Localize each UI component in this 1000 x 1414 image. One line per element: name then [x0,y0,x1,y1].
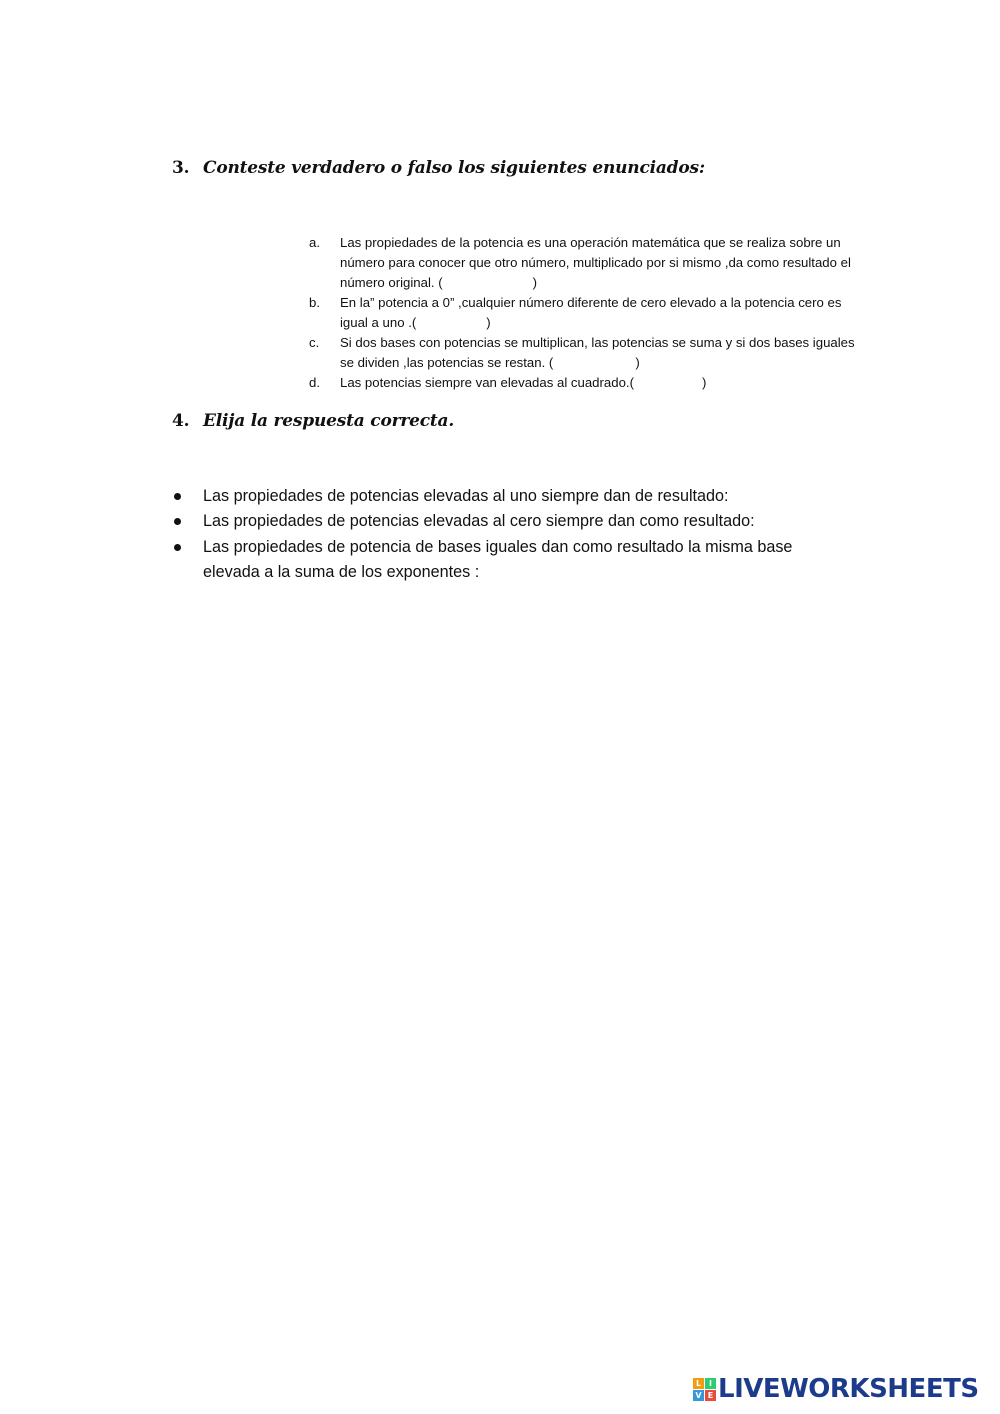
question-text: Las propiedades de potencias elevadas al uno siempre dan de resultado: [203,487,729,505]
item-letter: c. [309,335,320,350]
bullet-icon [174,518,181,525]
logo-letter: L [693,1378,704,1389]
list-item [309,293,869,333]
section-3-title: Conteste verdadero o falso los siguientes enunciados: [203,158,705,178]
true-false-list [309,233,869,393]
item-close: ) [532,275,538,290]
section-4-heading [172,411,454,431]
live-cube-icon [693,1378,716,1401]
section-3-heading [172,158,705,178]
brand-name: LIVEWORKSHEETS [718,1374,979,1404]
section-4-title: Elija la respuesta correcta. [203,411,455,431]
question-text: Las propiedades de potencias elevadas al cero siempre dan como resultado: [203,512,755,531]
item-letter: a. [309,235,320,250]
item-text: Las propiedades de la potencia es una operación matemática que se realiza sobre un número para conocer que otro número, multiplicado por si mismo ,da como resultado el número original. ( [340,235,851,290]
list-item [309,333,869,373]
item-close: ) [701,375,707,390]
logo-letter: I [705,1378,716,1389]
question-text: Las propiedades de potencia de bases iguales dan como resultado la misma base elevada a la suma de los exponentes : [203,537,793,582]
list-item [309,233,869,293]
item-close: ) [486,315,491,330]
section-4-number: 4. [172,411,190,431]
bullet-icon [174,493,181,500]
list-item [309,373,869,393]
item-text: Si dos bases con potencias se multiplican, las potencias se suma y si dos bases iguales se dividen ,las potencias se restan. ( [340,335,855,370]
item-close: ) [635,355,640,370]
logo-letter: E [705,1390,716,1401]
item-text: Las potencias siempre van elevadas al cuadrado.( [340,375,634,390]
list-item [172,484,852,509]
section-3-number: 3. [172,158,190,178]
logo-letter: V [693,1390,704,1401]
item-letter: b. [309,295,320,310]
list-item [172,509,852,534]
bullet-icon [174,544,181,551]
choice-questions-list [172,484,852,586]
liveworksheets-logo [693,1375,979,1403]
item-letter: d. [309,375,320,390]
item-text: En la” potencia a 0” ,cualquier número diferente de cero elevado a la potencia cero es igual a uno .( [340,295,842,330]
list-item [172,535,852,586]
